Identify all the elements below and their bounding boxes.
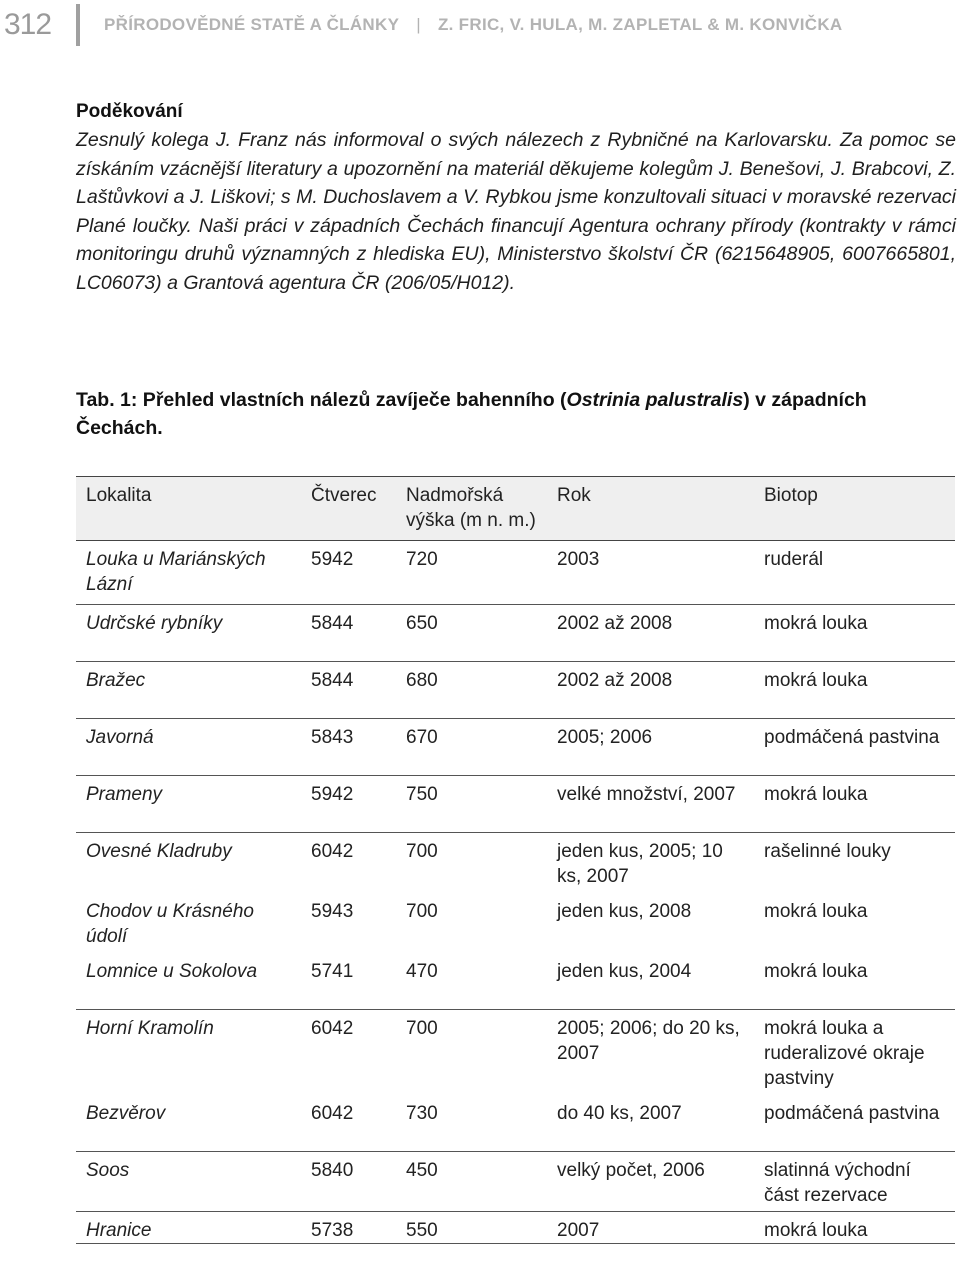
cell-ctverec: 5844 bbox=[311, 613, 354, 634]
cell-lokalita: Udrčské rybníky bbox=[86, 613, 223, 634]
cell-ctverec: 6042 bbox=[311, 1102, 354, 1124]
header-divider bbox=[76, 4, 80, 46]
cell-lokalita: Ovesné Kladruby bbox=[86, 841, 232, 862]
cell-lokalita: Chodov u Krásného údolí bbox=[86, 900, 254, 947]
cell-lokalita: Louka u Mariánských Lázní bbox=[86, 549, 266, 595]
cell-ctverec: 6042 bbox=[311, 841, 354, 862]
table-row bbox=[76, 953, 955, 1010]
cell-rok: 2005; 2006 bbox=[557, 727, 653, 748]
page-header bbox=[0, 0, 960, 56]
cell-ctverec: 6042 bbox=[311, 1018, 354, 1039]
cell-vyska: 750 bbox=[406, 784, 438, 805]
table-row bbox=[76, 1152, 955, 1212]
running-head bbox=[104, 15, 842, 35]
acknowledgements-heading: Poděkování bbox=[76, 101, 183, 122]
header-biotop: Biotop bbox=[754, 477, 955, 541]
cell-ctverec: 5741 bbox=[311, 960, 354, 982]
section-title: PŘÍRODOVĚDNÉ STATĚ A ČLÁNKY bbox=[104, 15, 400, 34]
cell-ctverec: 5840 bbox=[311, 1160, 354, 1181]
cell-vyska: 730 bbox=[406, 1102, 438, 1124]
table-caption bbox=[76, 386, 956, 442]
cell-lokalita: Bezvěrov bbox=[86, 1102, 166, 1124]
cell-rok: 2005; 2006; do 20 ks, 2007 bbox=[557, 1018, 740, 1064]
cell-ctverec: 5942 bbox=[311, 784, 354, 805]
cell-biotop: mokrá louka a ruderalizové okraje pastviny bbox=[764, 1018, 925, 1089]
cell-rok: jeden kus, 2005; 10 ks, 2007 bbox=[557, 841, 723, 887]
cell-rok: velké množství, 2007 bbox=[557, 784, 736, 805]
cell-ctverec: 5843 bbox=[311, 727, 354, 748]
table-row bbox=[76, 833, 955, 893]
cell-biotop: podmáčená pastvina bbox=[764, 727, 940, 748]
cell-lokalita: Prameny bbox=[86, 784, 163, 805]
table-row bbox=[76, 776, 955, 833]
cell-lokalita: Soos bbox=[86, 1160, 130, 1181]
cell-lokalita: Javorná bbox=[86, 727, 154, 748]
table-row bbox=[76, 893, 955, 953]
cell-ctverec: 5942 bbox=[311, 549, 354, 570]
cell-biotop: podmáčená pastvina bbox=[764, 1102, 940, 1124]
table-row bbox=[76, 662, 955, 719]
cell-ctverec: 5844 bbox=[311, 670, 354, 691]
header-ctverec: Čtverec bbox=[301, 477, 396, 541]
cell-vyska: 470 bbox=[406, 960, 438, 982]
page-number: 312 bbox=[4, 8, 52, 41]
caption-suffix: ) v západních Čechách. bbox=[76, 389, 867, 439]
cell-biotop: mokrá louka bbox=[764, 670, 868, 691]
cell-lokalita: Bražec bbox=[86, 670, 146, 691]
cell-rok: 2002 až 2008 bbox=[557, 670, 673, 691]
table-row bbox=[76, 1010, 955, 1095]
table-row bbox=[76, 541, 955, 605]
authors: Z. FRIC, V. HULA, M. ZAPLETAL & M. KONVIČKA bbox=[437, 15, 843, 34]
running-head-separator: | bbox=[416, 15, 421, 34]
cell-biotop: ruderál bbox=[764, 549, 824, 570]
table-row bbox=[76, 605, 955, 662]
cell-rok: 2002 až 2008 bbox=[557, 613, 673, 634]
species-name: Ostrinia palustralis bbox=[566, 389, 744, 411]
acknowledgements-text: Zesnulý kolega J. Franz nás informoval o svých nálezech z Rybničné na Karlovarsku. Za pomoc se získáním vzácnější literatury a upozornění na materiál děkujeme kolegům J. Benešovi, J. Brabcovi, Z. Laštůvkovi a J. Liškovi; s M. Duchoslavem a V. Rybkou jsme konzultovali situaci v moravské rezervaci Plané loučky. Naši práci v západních Čechách financují Agentura ochrany přírody (kontrakty v rámci monitoringu druhů významných z hlediska EU), Ministerstvo školství ČR (6215648905, 6007665801, LC06073) a Grantová agentura ČR (206/05/H012). bbox=[76, 129, 956, 294]
cell-vyska: 700 bbox=[406, 900, 438, 922]
table-header-row bbox=[76, 477, 955, 541]
cell-lokalita: Lomnice u Sokolova bbox=[86, 960, 258, 982]
header-vyska: Nadmořská výška (m n. m.) bbox=[396, 477, 547, 541]
cell-ctverec: 5943 bbox=[311, 900, 354, 922]
cell-vyska: 680 bbox=[406, 670, 438, 691]
cell-rok: do 40 ks, 2007 bbox=[557, 1102, 682, 1124]
cell-biotop: mokrá louka bbox=[764, 960, 868, 982]
cell-rok: jeden kus, 2008 bbox=[557, 900, 692, 922]
header-rok: Rok bbox=[547, 477, 754, 541]
cell-biotop: slatinná východní část rezervace bbox=[764, 1160, 911, 1206]
table-row bbox=[76, 1212, 955, 1244]
cell-vyska: 650 bbox=[406, 613, 438, 634]
cell-lokalita: Hranice bbox=[86, 1220, 152, 1241]
cell-rok: velký počet, 2006 bbox=[557, 1160, 705, 1181]
table-row bbox=[76, 719, 955, 776]
cell-vyska: 700 bbox=[406, 841, 438, 862]
header-lokalita: Lokalita bbox=[76, 477, 301, 541]
caption-prefix: Tab. 1: Přehled vlastních nálezů zavíječe bahenního ( bbox=[76, 389, 567, 411]
cell-biotop: mokrá louka bbox=[764, 900, 868, 922]
findings-table bbox=[76, 476, 955, 1244]
cell-vyska: 450 bbox=[406, 1160, 438, 1181]
cell-rok: 2003 bbox=[557, 549, 600, 570]
table-row bbox=[76, 1095, 955, 1152]
cell-ctverec: 5738 bbox=[311, 1220, 354, 1241]
cell-biotop: rašelinné louky bbox=[764, 841, 891, 862]
cell-lokalita: Horní Kramolín bbox=[86, 1018, 214, 1039]
cell-vyska: 670 bbox=[406, 727, 438, 748]
acknowledgements-section bbox=[76, 98, 956, 298]
cell-vyska: 700 bbox=[406, 1018, 438, 1039]
table-body bbox=[76, 541, 955, 1244]
cell-vyska: 550 bbox=[406, 1220, 438, 1241]
cell-biotop: mokrá louka bbox=[764, 784, 868, 805]
findings-table-container bbox=[76, 476, 955, 1244]
cell-rok: jeden kus, 2004 bbox=[557, 960, 692, 982]
cell-rok: 2007 bbox=[557, 1220, 600, 1241]
cell-vyska: 720 bbox=[406, 549, 438, 570]
cell-biotop: mokrá louka bbox=[764, 613, 868, 634]
cell-biotop: mokrá louka bbox=[764, 1220, 868, 1241]
